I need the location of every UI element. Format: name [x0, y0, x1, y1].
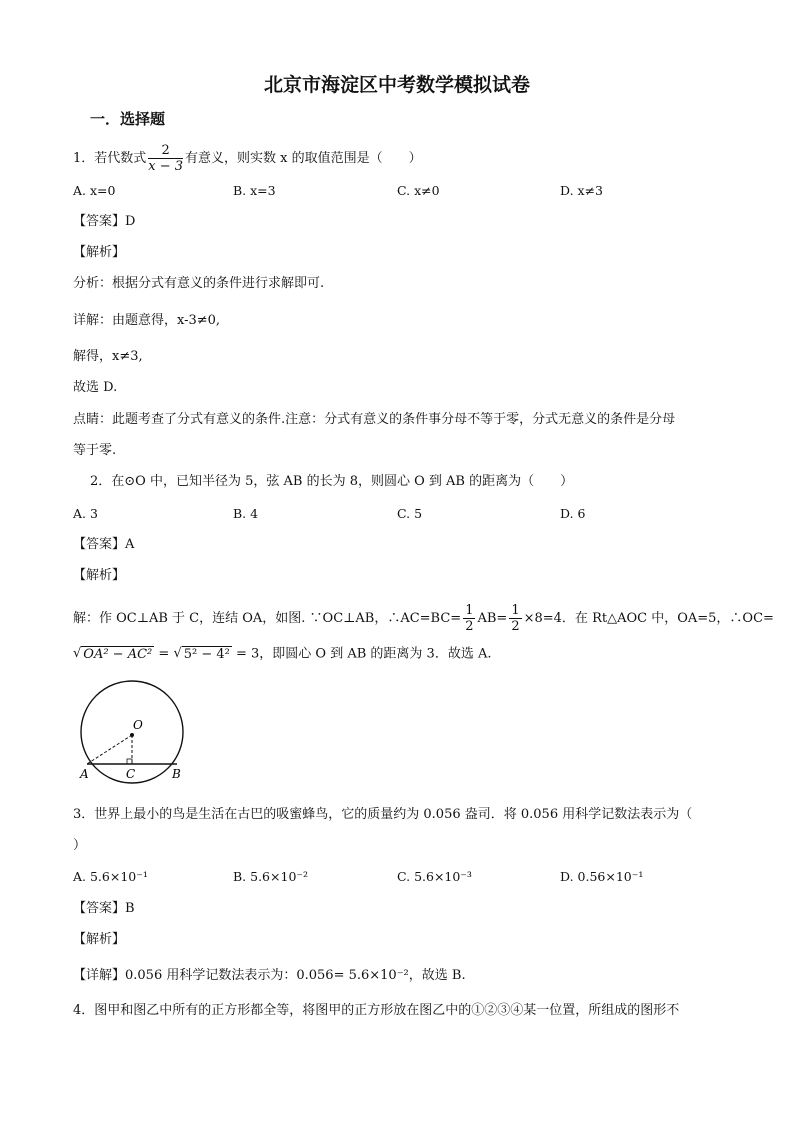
- q1-line-6: 等于零.: [73, 443, 117, 458]
- section-heading: 一．选择题: [90, 110, 166, 128]
- q1-answer: 【答案】D: [73, 214, 136, 229]
- q2-option-d: D. 6: [560, 506, 586, 521]
- q2-analysis-tag: 【解析】: [73, 568, 126, 583]
- q1-option-d: D. x≠3: [560, 183, 603, 198]
- q3-option-b: B. 5.6×10⁻²: [233, 869, 308, 884]
- q2-sol1-a: 解：作 OC⊥AB 于 C，连结 OA，如图. ∵OC⊥AB，∴AC=BC=: [73, 611, 462, 626]
- radius-oa: [87, 735, 132, 764]
- right-angle-mark: [127, 759, 132, 764]
- q1-option-c: C. x≠0: [397, 183, 440, 198]
- q2-sol1-c: ×8=4．在 Rt△AOC 中，OA=5，∴OC=: [523, 611, 774, 626]
- q1-analysis-tag: 【解析】: [73, 245, 126, 260]
- q2-option-a: A. 3: [73, 506, 98, 521]
- label-c: C: [126, 767, 136, 781]
- q1-line-2: 详解：由题意得，x-3≠0,: [73, 313, 221, 328]
- q1-stem: [73, 143, 422, 174]
- q3-answer: 【答案】B: [73, 901, 135, 916]
- q1-line-5: 点睛：此题考查了分式有意义的条件.注意：分式有意义的条件事分母不等于零，分式无意义的条件是分母: [73, 412, 676, 427]
- q3-stem-line-2: ）: [73, 838, 87, 853]
- q2-stem: 2．在⊙O 中，已知半径为 5，弦 AB 的长为 8，则圆心 O 到 AB 的距离为（ ）: [90, 474, 574, 489]
- q1-line-1: 分析：根据分式有意义的条件进行求解即可.: [73, 276, 325, 291]
- label-a: A: [80, 767, 89, 781]
- q2-frac2-den: 2: [511, 619, 520, 634]
- q2-sol1-b: AB=: [477, 611, 508, 626]
- q3-detail: 【详解】0.056 用科学记数法表示为：0.056= 5.6×10⁻²，故选 B.: [73, 968, 466, 983]
- circle-diagram: [72, 680, 192, 785]
- q2-frac2-num: 1: [511, 603, 520, 618]
- q2-frac1-num: 1: [465, 603, 474, 618]
- q2-frac1-den: 2: [465, 619, 474, 634]
- q2-sol2-d: = 3，即圆心 O 到 AB 的距离为 3．故选 A.: [231, 646, 492, 662]
- sqrt-icon-2: √: [173, 646, 182, 661]
- q1-fraction: [148, 143, 183, 174]
- q1-suffix: 有意义，则实数 x 的取值范围是（ ）: [185, 151, 422, 166]
- q1-line-3: 解得，x≠3,: [73, 349, 143, 364]
- q1-frac-num: 2: [148, 143, 183, 159]
- q2-answer: 【答案】A: [73, 537, 135, 552]
- sqrt-icon: √: [73, 646, 82, 661]
- label-b: B: [172, 767, 181, 781]
- q2-option-c: C. 5: [397, 506, 423, 521]
- q2-option-b: B. 4: [233, 506, 259, 521]
- q1-line-4: 故选 D.: [73, 380, 118, 395]
- q1-frac-den: x − 3: [148, 159, 184, 174]
- q2-fraction-2: [509, 603, 521, 634]
- q2-sol2-a: OA² − AC²: [83, 646, 153, 662]
- q3-stem-line-1: 3．世界上最小的鸟是生活在古巴的吸蜜蜂鸟，它的质量约为 0.056 盎司．将 0.056 用科学记数法表示为（: [73, 807, 693, 822]
- q3-option-a: A. 5.6×10⁻¹: [73, 869, 148, 884]
- center-point: [130, 733, 134, 737]
- q2-solution-line-1: [73, 603, 774, 634]
- q2-fraction-1: [463, 603, 475, 634]
- q3-analysis-tag: 【解析】: [73, 932, 126, 947]
- q2-sol2-b: =: [154, 646, 174, 662]
- q1-option-a: A. x=0: [73, 183, 116, 198]
- q3-option-d: D. 0.56×10⁻¹: [560, 869, 644, 884]
- q3-option-c: C. 5.6×10⁻³: [397, 869, 472, 884]
- q1-prefix: 1．若代数式: [73, 151, 147, 166]
- q2-solution-line-2: [73, 645, 491, 664]
- page-title: 北京市海淀区中考数学模拟试卷: [263, 74, 530, 96]
- q2-sol2-c: 5² − 4²: [183, 646, 230, 662]
- q4-stem: 4．图甲和图乙中所有的正方形都全等，将图甲的正方形放在图乙中的①②③④某一位置，所组成的图形不: [73, 1003, 680, 1018]
- q1-option-b: B. x=3: [233, 183, 276, 198]
- label-o: O: [133, 718, 143, 732]
